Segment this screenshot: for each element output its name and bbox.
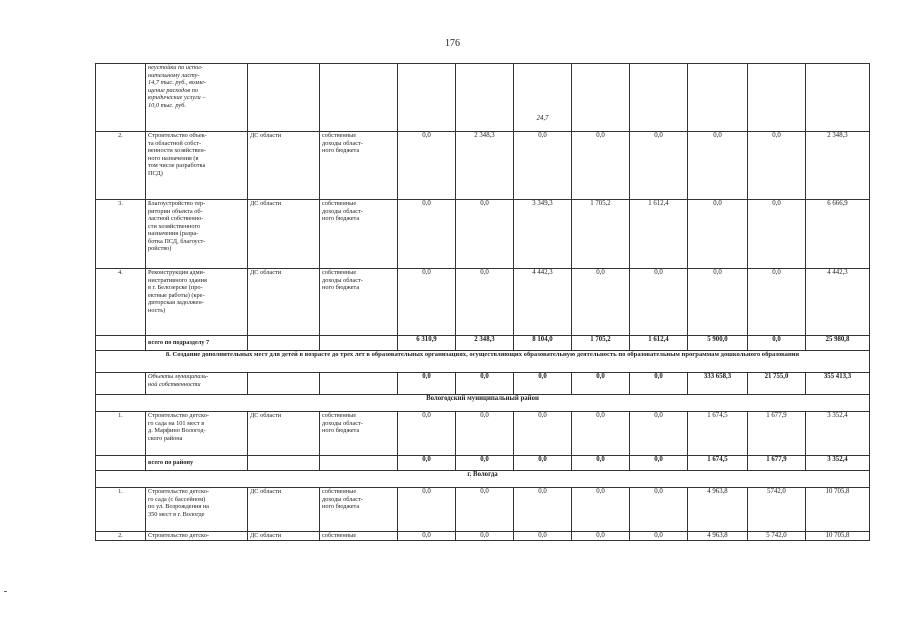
subtotal-label: всего по району bbox=[146, 456, 248, 471]
subtotal-row bbox=[96, 336, 870, 351]
subtotal-value: 0,0 bbox=[748, 336, 806, 351]
row-value: 6 666,9 bbox=[806, 200, 870, 269]
row-value: 5 742,0 bbox=[748, 532, 806, 541]
row-value: 3 349,3 bbox=[514, 200, 572, 269]
row-value: 3 352,4 bbox=[806, 412, 870, 456]
section-heading: 8. Создание дополнительных мест для детей в возрасте до трех лет в образовательных организациях, осуществляющих образовательную деятельность по образовательным программам дошкольного образования bbox=[96, 351, 870, 373]
municipal-value: 0,0 bbox=[398, 373, 456, 395]
municipal-value: 355 413,3 bbox=[806, 373, 870, 395]
table-row bbox=[96, 269, 870, 336]
row-value: 0,0 bbox=[630, 132, 688, 200]
row-executor: ДС области bbox=[248, 269, 320, 336]
row-executor: ДС области bbox=[248, 200, 320, 269]
row-source: собственные доходы област- ного бюджета bbox=[320, 132, 398, 200]
row-value: 4 963,8 bbox=[688, 488, 748, 532]
subtotal-value: 6 310,9 bbox=[398, 336, 456, 351]
row-value: 0,0 bbox=[398, 269, 456, 336]
row-value: 0,0 bbox=[572, 488, 630, 532]
row-value: 0,0 bbox=[514, 532, 572, 541]
subtotal-value: 3 352,4 bbox=[806, 456, 870, 471]
municipal-value: 0,0 bbox=[456, 373, 514, 395]
budget-table bbox=[95, 63, 870, 541]
row-description: Реконструкция адми- нистративного здания в г. Белозерске (про- ектные работы) (кре- диторская задолжен- ность) bbox=[146, 269, 248, 336]
row-description: Строительство детско- го сада (с бассейном) по ул. Возрождения на 350 мест в г. Вологде bbox=[146, 488, 248, 532]
row-value: 4 442,3 bbox=[514, 269, 572, 336]
table-row bbox=[96, 412, 870, 456]
row-value: 0,0 bbox=[572, 269, 630, 336]
subtotal-value: 1 674,5 bbox=[688, 456, 748, 471]
row-number: 1. bbox=[96, 412, 146, 456]
row-value: 0,0 bbox=[514, 488, 572, 532]
table-row bbox=[96, 532, 870, 541]
scan-mark bbox=[4, 591, 7, 592]
row-number: 4. bbox=[96, 269, 146, 336]
municipal-label: Объекты муниципаль- ной собственности bbox=[146, 373, 248, 395]
row-value: 0,0 bbox=[456, 532, 514, 541]
subtotal-label: всего по подразделу 7 bbox=[146, 336, 248, 351]
row-value: 1 677,9 bbox=[748, 412, 806, 456]
row-number: 1. bbox=[96, 488, 146, 532]
district-heading: Вологодский муниципальный район bbox=[96, 395, 870, 412]
subtotal-row bbox=[96, 456, 870, 471]
row-executor: ДС области bbox=[248, 412, 320, 456]
row-value: 0,0 bbox=[572, 412, 630, 456]
row-number: 3. bbox=[96, 200, 146, 269]
row-number: 2. bbox=[96, 132, 146, 200]
row-source: собственные bbox=[320, 532, 398, 541]
subtotal-value: 0,0 bbox=[398, 456, 456, 471]
row-executor: ДС области bbox=[248, 532, 320, 541]
row-value: 0,0 bbox=[514, 132, 572, 200]
row-value: 0,0 bbox=[688, 132, 748, 200]
district-row bbox=[96, 471, 870, 488]
row-description: Строительство детско- bbox=[146, 532, 248, 541]
row-value: 0,0 bbox=[748, 132, 806, 200]
district-row bbox=[96, 395, 870, 412]
row-value: 1 705,2 bbox=[572, 200, 630, 269]
row-value: 0,0 bbox=[514, 412, 572, 456]
subtotal-value: 0,0 bbox=[514, 456, 572, 471]
row-value: 10 705,8 bbox=[806, 488, 870, 532]
row-source: собственные доходы област- ного бюджета bbox=[320, 269, 398, 336]
municipal-value: 21 755,0 bbox=[748, 373, 806, 395]
row-value: 0,0 bbox=[398, 132, 456, 200]
row-value: 0,0 bbox=[688, 200, 748, 269]
subtotal-value: 25 980,8 bbox=[806, 336, 870, 351]
row-value: 0,0 bbox=[630, 412, 688, 456]
row-value: 0,0 bbox=[572, 532, 630, 541]
row-value: 0,0 bbox=[630, 488, 688, 532]
subtotal-value: 1 705,2 bbox=[572, 336, 630, 351]
row-value: 2 348,3 bbox=[806, 132, 870, 200]
subtotal-value: 0,0 bbox=[456, 456, 514, 471]
row-value: 0,0 bbox=[398, 412, 456, 456]
municipal-value: 0,0 bbox=[630, 373, 688, 395]
table-row bbox=[96, 64, 870, 132]
subtotal-value: 2 348,3 bbox=[456, 336, 514, 351]
row-value: 0,0 bbox=[748, 269, 806, 336]
district-heading: г. Вологда bbox=[96, 471, 870, 488]
row-value: 0,0 bbox=[456, 200, 514, 269]
row-value: 0,0 bbox=[688, 269, 748, 336]
table-row bbox=[96, 200, 870, 269]
subtotal-value: 0,0 bbox=[572, 456, 630, 471]
row-description: Строительство детско- го сада на 101 мест в д. Марфино Вологод- ского района bbox=[146, 412, 248, 456]
row-value: 0,0 bbox=[748, 200, 806, 269]
subtotal-value: 8 104,0 bbox=[514, 336, 572, 351]
row-value: 0,0 bbox=[572, 132, 630, 200]
row-value: 0,0 bbox=[456, 269, 514, 336]
subtotal-value: 5 900,0 bbox=[688, 336, 748, 351]
row-value: 0,0 bbox=[398, 488, 456, 532]
table-row bbox=[96, 488, 870, 532]
subtotal-value: 1 677,9 bbox=[748, 456, 806, 471]
row-value: 0,0 bbox=[456, 488, 514, 532]
municipal-value: 333 658,3 bbox=[688, 373, 748, 395]
row-number: 2. bbox=[96, 532, 146, 541]
row-value: 0,0 bbox=[630, 532, 688, 541]
row-value: 0,0 bbox=[456, 412, 514, 456]
row-value: 10 705,8 bbox=[806, 532, 870, 541]
row-value: 2 348,3 bbox=[456, 132, 514, 200]
municipal-row bbox=[96, 373, 870, 395]
row-description: неустойки по испол- нительному листу- 14,7 тыс. руб., возме- щение расходов по юридические услуги – 10,0 тыс. руб. bbox=[146, 64, 248, 132]
page-number: 176 bbox=[445, 38, 460, 49]
municipal-value: 0,0 bbox=[572, 373, 630, 395]
subtotal-value: 0,0 bbox=[630, 456, 688, 471]
row-description: Строительство объек- та областной собст- венности хозяйствен- ного назначения (в том числе разработка ПСД) bbox=[146, 132, 248, 200]
row-value: 0,0 bbox=[398, 532, 456, 541]
row-source: собственные доходы област- ного бюджета bbox=[320, 200, 398, 269]
section-heading-row bbox=[96, 351, 870, 373]
subtotal-value: 1 612,4 bbox=[630, 336, 688, 351]
row-value: 4 963,8 bbox=[688, 532, 748, 541]
row-value: 1 674,5 bbox=[688, 412, 748, 456]
row-value: 0,0 bbox=[630, 269, 688, 336]
row-value: 0,0 bbox=[398, 200, 456, 269]
row-value: 24,7 bbox=[514, 64, 572, 132]
row-executor: ДС области bbox=[248, 488, 320, 532]
row-description: Благоустройство тер- ритории объекта об- ластной собственно- сти хозяйственного назначения (разра- ботка ПСД, благоуст- ройство) bbox=[146, 200, 248, 269]
row-value: 1 612,4 bbox=[630, 200, 688, 269]
municipal-value: 0,0 bbox=[514, 373, 572, 395]
row-executor: ДС области bbox=[248, 132, 320, 200]
row-source: собственные доходы област- ного бюджета bbox=[320, 412, 398, 456]
row-value: 5742,0 bbox=[748, 488, 806, 532]
row-source: собственные доходы област- ного бюджета bbox=[320, 488, 398, 532]
row-value: 4 442,3 bbox=[806, 269, 870, 336]
table-row bbox=[96, 132, 870, 200]
